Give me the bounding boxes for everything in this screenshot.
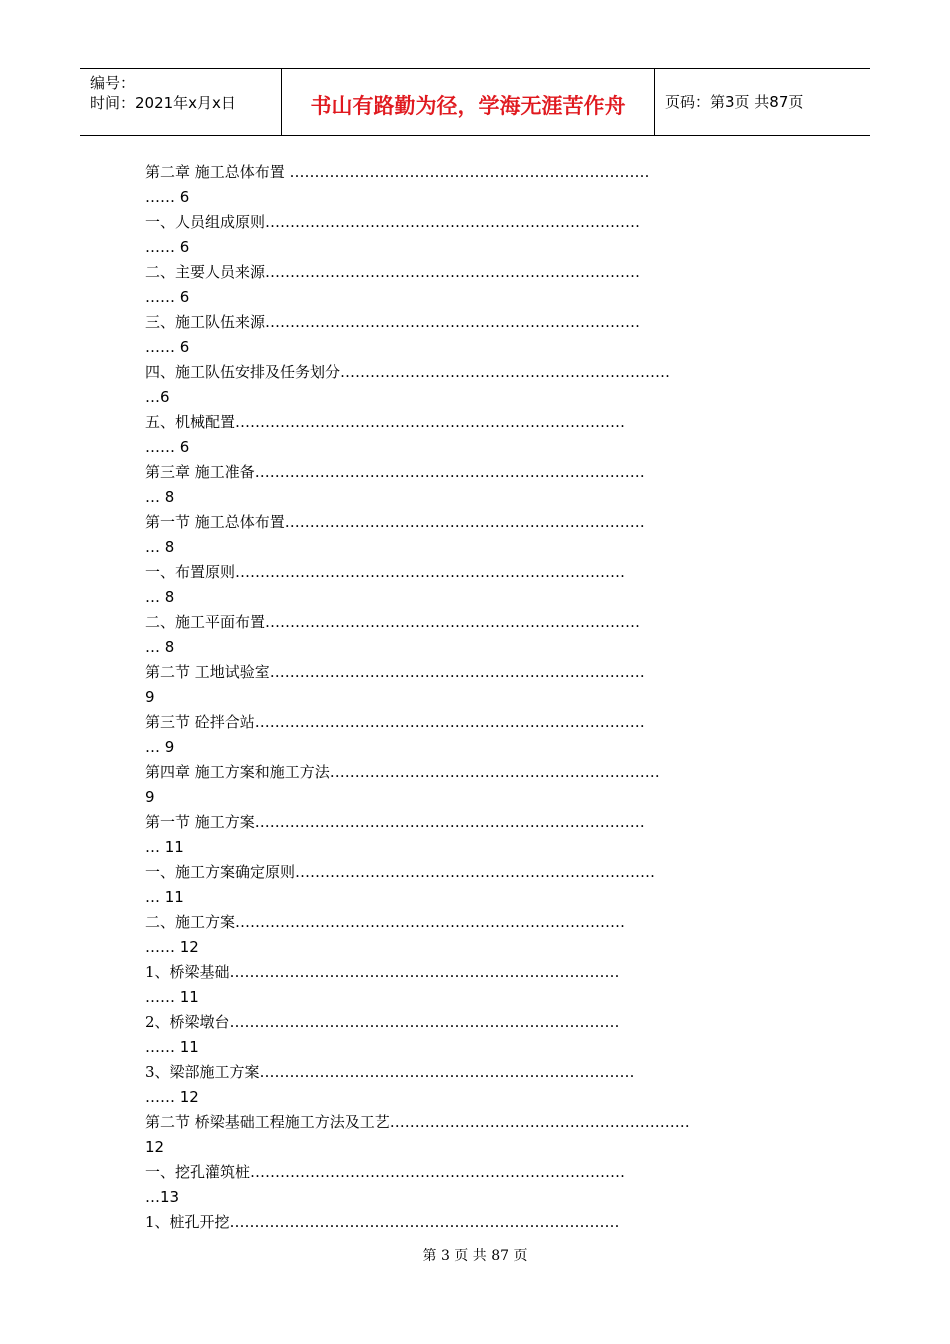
toc-entry-page: 9 [145,688,155,706]
toc-entry-line [145,860,815,885]
toc-entry [145,1060,815,1110]
toc-entry [145,960,815,1010]
toc-entry [145,1160,815,1210]
toc-entry-leader: …………………………………………………… [389,1113,690,1131]
toc-entry-leader: …………………………………………………………………… [229,1213,620,1231]
toc-entry-title: 2、桥梁墩台 [145,1013,230,1031]
toc-entry-page: …… 12 [145,1088,199,1106]
toc-entry-page: … 8 [145,588,175,606]
toc-entry-page: … 8 [145,488,175,506]
toc-entry-line [145,560,815,585]
toc-entry-page: … 11 [145,838,184,856]
toc-entry-title: 第二章 施工总体布置 [145,163,290,181]
toc-entry-page: …… 6 [145,238,190,256]
toc-entry-title: 第四章 施工方案和施工方法 [145,763,330,781]
toc-entry [145,310,815,360]
toc-entry-leader: …………………………………………………………………… [254,713,645,731]
toc-entry-title: 3、梁部施工方案 [145,1063,260,1081]
toc-entry [145,360,815,410]
toc-entry-page: …… 11 [145,988,199,1006]
toc-entry-page: … 9 [145,738,175,756]
toc-entry-line [145,310,815,335]
toc-entry-leader: …………………………………………………………………… [235,563,626,581]
toc-entry-page: …… 11 [145,1038,199,1056]
toc-entry-title: 一、布置原则 [145,563,236,581]
toc-entry-title: 1、桥梁基础 [145,963,230,981]
toc-entry-page: …… 6 [145,438,190,456]
toc-entry [145,860,815,910]
toc-entry [145,260,815,310]
toc-entry-title: 二、施工平面布置 [145,613,266,631]
toc-entry-title: 一、人员组成原则 [145,213,266,231]
toc-entry-leader: ………………………………………………………………… [265,263,641,281]
toc-entry-leader: ………………………………………………………………… [265,613,641,631]
header-meta [80,69,282,135]
toc-entry [145,910,815,960]
toc-entry-line [145,810,815,835]
toc-entry-leader: …………………………………………………………………… [229,1013,620,1031]
toc-entry-page: …… 6 [145,188,190,206]
toc-entry-title: 二、主要人员来源 [145,263,266,281]
header-motto: 书山有路勤为径，学海无涯苦作舟 [282,69,655,135]
toc-entry-title: 第一节 施工方案 [145,813,255,831]
toc-entry [145,610,815,660]
toc-entry-page: …13 [145,1188,180,1206]
toc-entry [145,810,815,860]
toc-entry-leader: ………………………………………………………………… [265,213,641,231]
toc-entry-line [145,1110,815,1135]
toc-entry-line [145,710,815,735]
toc-entry-leader: ………………………………………………………… [340,363,671,381]
toc-entry-leader: ………………………………………………………………… [269,663,645,681]
toc-entry-page: …6 [145,388,170,406]
toc-entry-page: …… 6 [145,288,190,306]
toc-entry-line [145,460,815,485]
toc-entry-leader: …………………………………………………………………… [235,913,626,931]
toc-entry-title: 一、施工方案确定原则 [145,863,296,881]
toc-entry-leader: ………………………………………………………………… [265,313,641,331]
toc-entry-leader: …………………………………………………………………… [254,813,645,831]
toc-entry-line [145,1210,815,1235]
toc-entry-line [145,410,815,435]
toc-entry-line [145,960,815,985]
toc-entry-page: 12 [145,1138,165,1156]
toc-entry-title: 第一节 施工总体布置 [145,513,285,531]
toc-entry-page: … 8 [145,538,175,556]
toc-entry-leader: …………………………………………………………………… [235,413,626,431]
toc-entry [145,1110,815,1160]
toc-entry-leader: …………………………………………………………………… [229,963,620,981]
toc-entry-line [145,1010,815,1035]
toc-entry-title: 五、机械配置 [145,413,236,431]
toc-entry-leader: …………………………………………………………………… [254,463,645,481]
toc-entry-line [145,510,815,535]
toc-entry-line [145,160,815,185]
toc-entry-line [145,210,815,235]
toc-entry-title: 二、施工方案 [145,913,236,931]
toc-entry-line [145,360,815,385]
toc-entry [145,760,815,810]
toc-entry-leader: ……………………………………………………………… [284,513,645,531]
toc-entry-line [145,1060,815,1085]
toc-entry-leader: ……………………………………………………………… [295,863,656,881]
toc-entry [145,560,815,610]
toc-entry-title: 一、挖孔灌筑桩 [145,1163,251,1181]
toc-entry-title: 第三节 砼拌合站 [145,713,255,731]
toc-entry-line [145,760,815,785]
toc-entry [145,1210,815,1235]
toc-entry-line [145,1160,815,1185]
page-footer: 第 3 页 共 87 页 [422,1248,528,1264]
toc-entry-line [145,260,815,285]
document-time-label: 时间：2021年x月x日 [90,94,236,112]
toc-entry-line [145,610,815,635]
toc-entry-title: 第二节 桥梁基础工程施工方法及工艺 [145,1113,390,1131]
toc-entry-leader: ………………………………………………………… [329,763,660,781]
toc-entry [145,660,815,710]
toc-entry-leader: ………………………………………………………………… [250,1163,626,1181]
page-header [80,68,870,136]
toc-entry [145,210,815,260]
toc-entry-page: … 11 [145,888,184,906]
toc-entry-page: 9 [145,788,155,806]
toc-entry-page: …… 6 [145,338,190,356]
toc-entry-line [145,660,815,685]
header-page-info: 页码：第3页 共87页 [665,93,804,111]
toc-entry [145,410,815,460]
toc-entry [145,510,815,560]
toc-entry-title: 第三章 施工准备 [145,463,255,481]
toc-entry-line [145,910,815,935]
toc-entry-title: 1、桩孔开挖 [145,1213,230,1231]
table-of-contents [145,160,815,1235]
toc-entry [145,1010,815,1060]
toc-entry-page: …… 12 [145,938,199,956]
toc-entry-title: 三、施工队伍来源 [145,313,266,331]
toc-entry-title: 四、施工队伍安排及任务划分 [145,363,341,381]
toc-entry [145,710,815,760]
toc-entry [145,460,815,510]
toc-entry-page: … 8 [145,638,175,656]
toc-entry-title: 第二节 工地试验室 [145,663,270,681]
toc-entry-leader: ………………………………………………………………… [259,1063,635,1081]
document-number-label: 编号： [90,74,136,92]
toc-entry-leader: ……………………………………………………………… [289,163,650,181]
toc-entry [145,160,815,210]
